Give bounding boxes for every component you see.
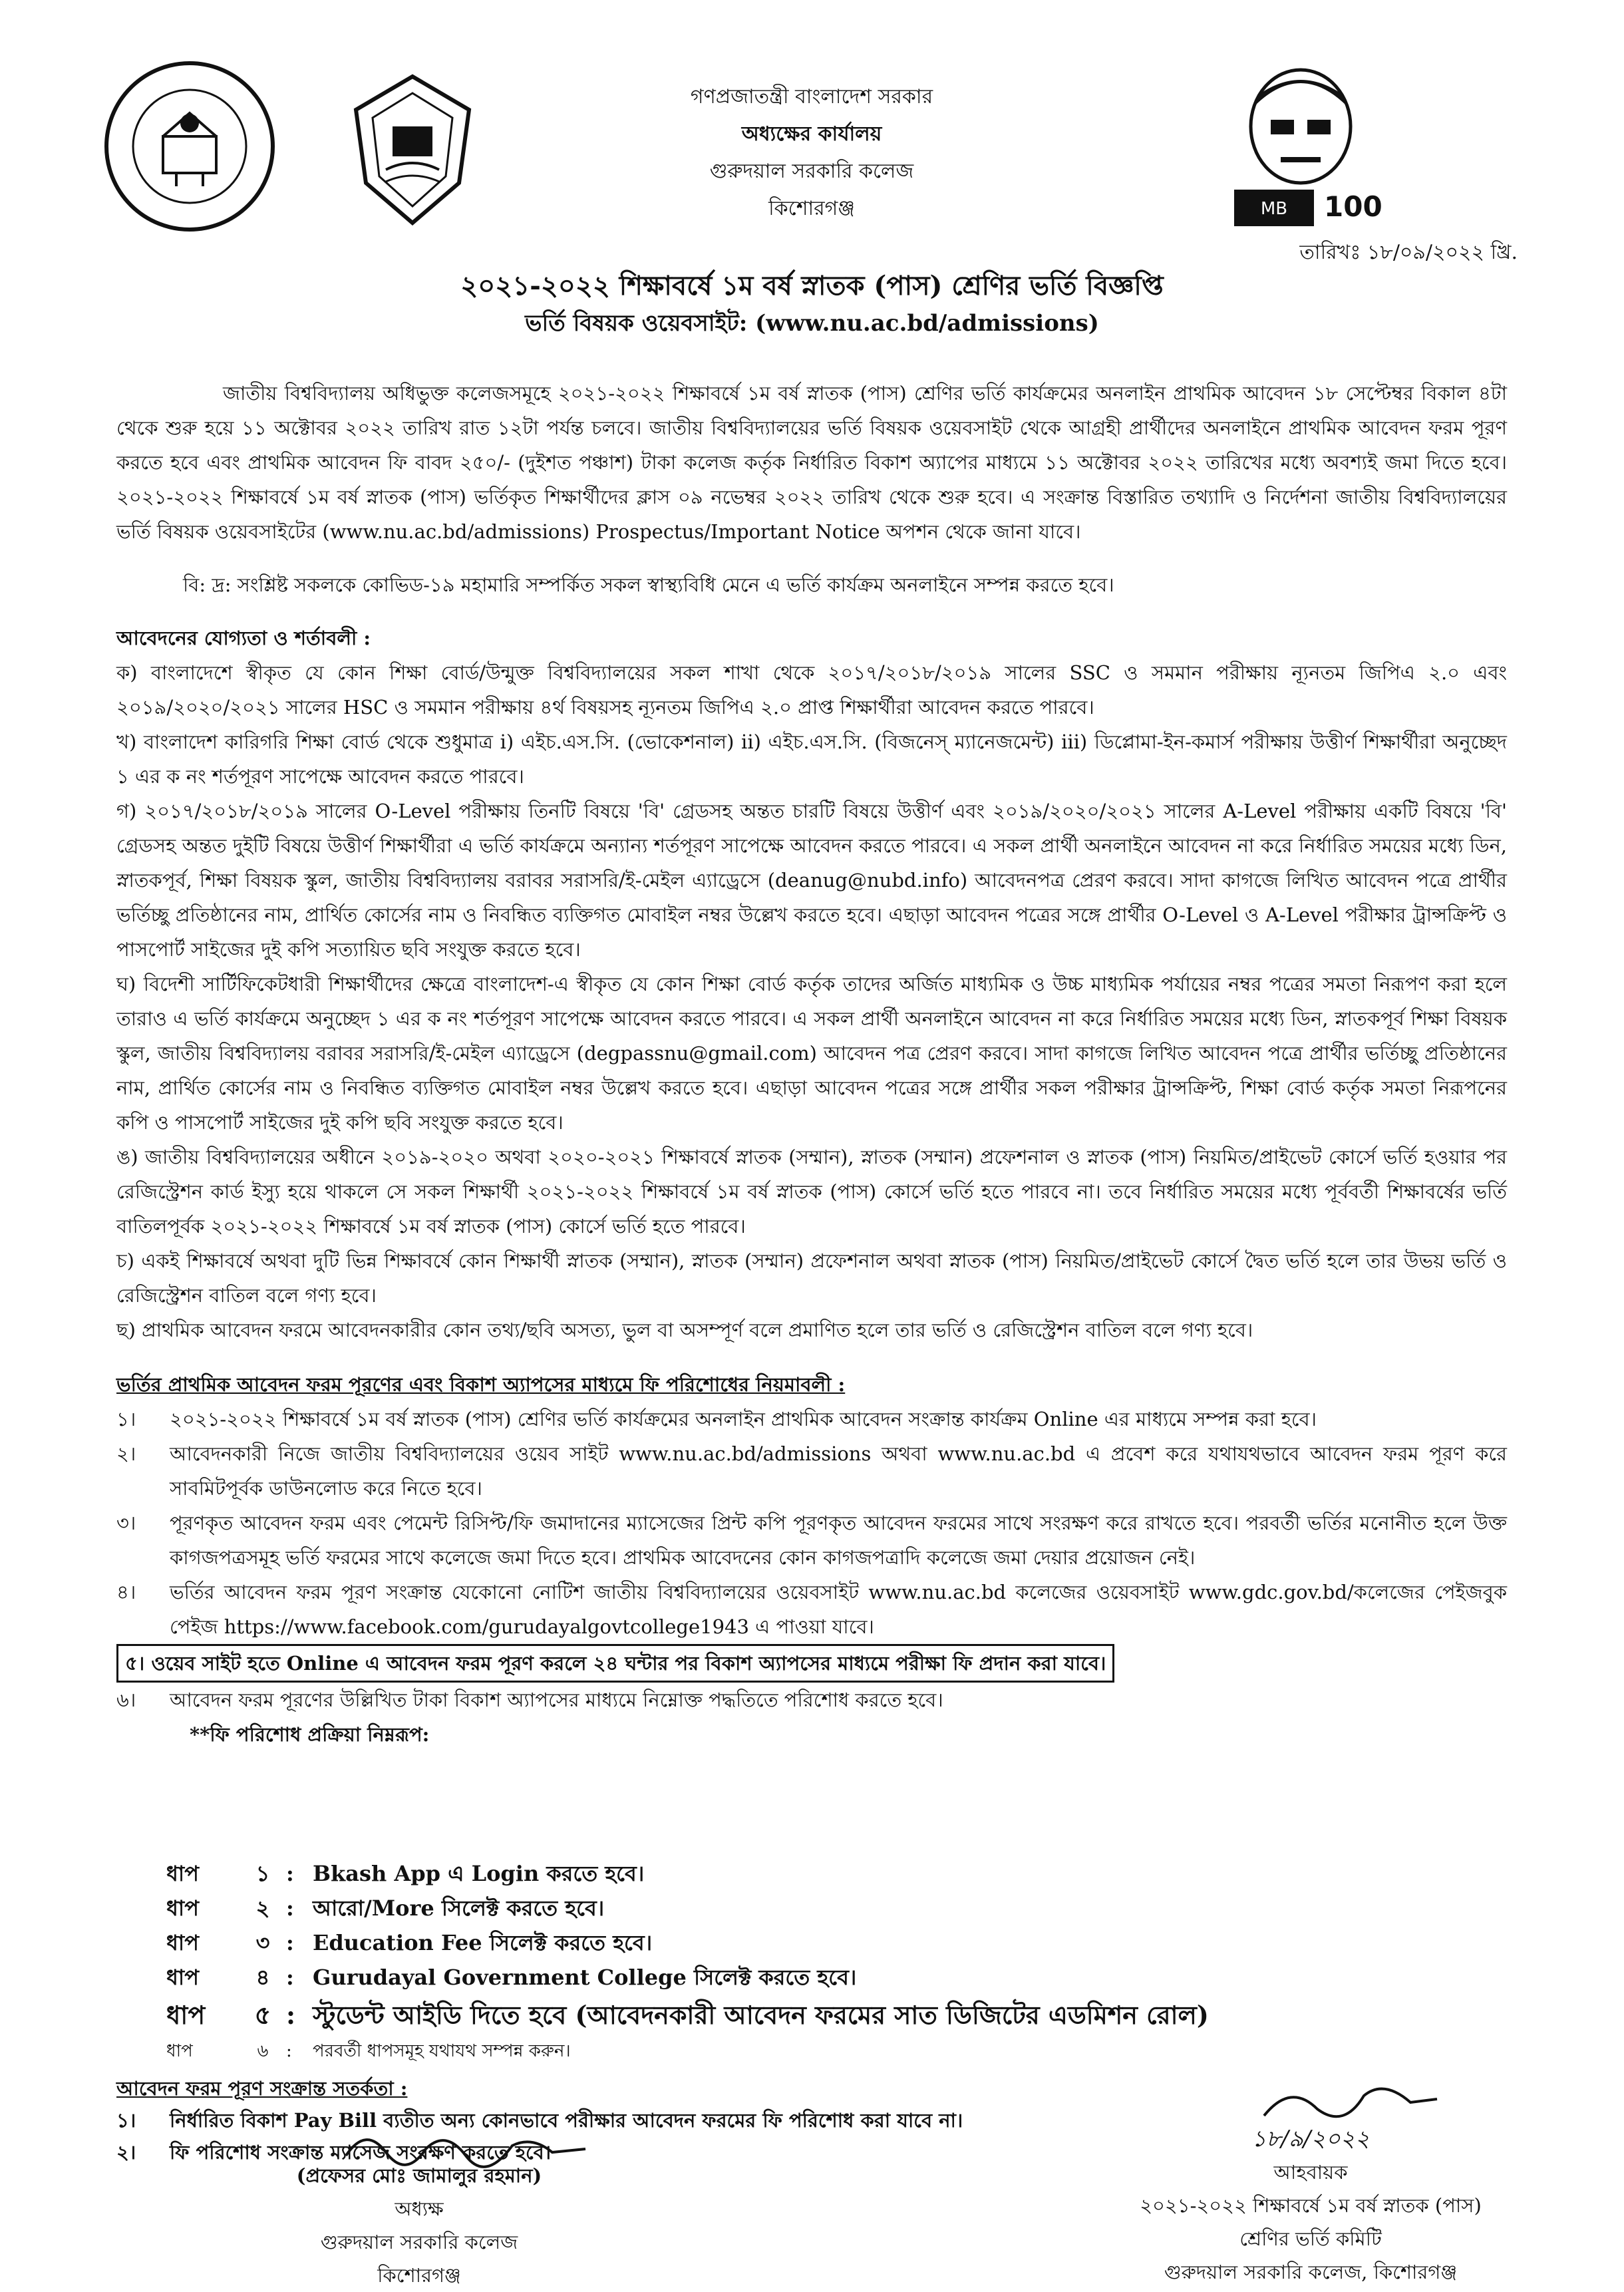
principal-signature <box>200 2159 639 2292</box>
rule-text: আবেদন ফরম পূরণের উল্লিখিত টাকা বিকাশ অ্যাপসের মাধ্যমে নিম্নোক্ত পদ্ধতিতে পরিশোধ করতে হবে। <box>170 1689 943 1711</box>
notice-title: ২০২১-২০২২ শিক্ষাবর্ষে ১ম বর্ষ স্নাতক (পাস) শ্রেণির ভর্তি বিজ্ঞপ্তি <box>460 270 1164 301</box>
payment-step: ধাপ ৩ : Education Fee সিলেক্ট করতে হবে। <box>166 1925 1209 1960</box>
highlighted-rule <box>116 1644 1114 1683</box>
committee-line1: ২০২১-২০২২ শিক্ষাবর্ষে ১ম বর্ষ স্নাতক (পাস) <box>1140 2194 1482 2217</box>
caution-text: ফি পরিশোধ সংক্রান্ত ম্যাসেজ সংরক্ষণ করতে হবে। <box>170 2141 552 2164</box>
payment-step: ধাপ ৬ : পরবর্তী ধাপসমূহ যথাযথ সম্পন্ন করুন। <box>166 2036 1209 2066</box>
caution-number: ২। <box>116 2141 136 2164</box>
step-label: ধাপ <box>166 1895 199 1921</box>
step-label: ধাপ <box>166 2000 206 2030</box>
caution-text: নির্ধারিত বিকাশ Pay Bill ব্যতীত অন্য কোনভাবে পরীক্ষার আবেদন ফরমের ফি পরিশোধ করা যাবে না। <box>170 2109 963 2132</box>
rules-heading: ভর্তির প্রাথমিক আবেদন ফরম পূরণের এবং বিকাশ অ্যাপসের মাধ্যমে ফি পরিশোধের নিয়মাবলী : <box>116 1373 846 1396</box>
rule-number: ১। <box>116 1408 136 1430</box>
convener-signed-date: ১৮/৯/২০২২ <box>1251 2126 1370 2152</box>
covid-note: বি: দ্র: সংশ্লিষ্ট সকলকে কোভিড-১৯ মহামারি সম্পর্কিত সকল স্বাস্থ্যবিধি মেনে এ ভর্তি কার্যক্রম অনলাইনে সম্পন্ন করতে হবে। <box>183 573 1114 596</box>
eligibility-item: গ) ২০১৭/২০১৮/২০১৯ সালের O-Level পরীক্ষায় তিনটি বিষয়ে 'বি' গ্রেডসহ অন্তত চারটি বিষয়ে উত্তীর্ণ এবং ২০১৯/২০২০/২০২১ সালের A-Level পরীক্ষায় একটি বিষয়ে 'বি' গ্রেডসহ অন্তত দুইটি বিষয়ে উত্তীর্ণ শিক্ষার্থীরা এ ভর্তি কার্যক্রমে অন্যান্য শর্তপূরণ সাপেক্ষে আবেদন করতে পারবে। এ সকল প্রার্থী অনলাইনে আবেদন না করে নির্ধারিত সময়ের মধ্যে ডিন, স্নাতকপূর্ব, শিক্ষা বিষয়ক স্কুল, জাতীয় বিশ্ববিদ্যালয় বরাবর সরাসরি/ই-মেইল এ্যাড্রেসে (deanug@nubd.info) আবেদনপত্র প্রেরণ করবে। সাদা কাগজে লিখিত আবেদন পত্রে প্রার্থীর ভর্তিচ্ছু প্রতিষ্ঠানের নাম, প্রার্থিত কোর্সের নাম ও নিবন্ধিত ব্যক্তিগত মোবাইল নম্বর উল্লেখ করতে হবে। এছাড়া আবেদন পত্রের সঙ্গে প্রার্থীর O-Level ও A-Level পরীক্ষার ট্রান্সক্রিপ্ট ও পাসপোর্ট সাইজের দুই কপি সত্যায়িত ছবি সংযুক্ত করতে হবে। <box>116 800 1507 961</box>
rule-item <box>116 1402 1507 1436</box>
step-text: স্টুডেন্ট আইডি দিতে হবে (আবেদনকারী আবেদন ফরমের সাত ডিজিটের এডমিশন রোল) <box>313 2000 1209 2030</box>
eligibility-item: ঙ) জাতীয় বিশ্ববিদ্যালয়ের অধীনে ২০১৯-২০২০ অথবা ২০২০-২০২১ শিক্ষাবর্ষে স্নাতক (সম্মান), স্নাতক (সম্মান) প্রফেশনাল ও স্নাতক (পাস) নিয়মিত/প্রাইভেট কোর্সে ভর্তি হওয়ার পর রেজিস্ট্রেশন কার্ড ইস্যু হয়ে থাকলে সে সকল শিক্ষার্থী ২০২১-২০২২ শিক্ষাবর্ষে ১ম বর্ষ স্নাতক (পাস) কোর্সে ভর্তি হতে পারবে না। তবে নির্ধারিত সময়ের মধ্যে পূর্ববর্তী শিক্ষাবর্ষের ভর্তি বাতিলপূর্বক ২০২১-২০২২ শিক্ষাবর্ষে ১ম বর্ষ স্নাতক (পাস) কোর্সে ভর্তি হতে পারবে। <box>116 1146 1507 1237</box>
step-number: ৫ <box>254 2000 271 2030</box>
college-name: গুরুদয়াল সরকারি কলেজ <box>709 160 914 183</box>
caution-number: ১। <box>116 2109 136 2132</box>
rule-number: ২। <box>116 1442 136 1465</box>
step-label: ধাপ <box>166 1930 199 1955</box>
rule-number: ৬। <box>116 1689 136 1711</box>
step-number: ১ <box>255 1861 270 1886</box>
svg-text:MB: MB <box>1260 199 1288 219</box>
eligibility-item: খ) বাংলাদেশ কারিগরি শিক্ষা বোর্ড থেকে শুধুমাত্র i) এইচ.এস.সি. (ভোকেশনাল) ii) এইচ.এস.সি. (বিজনেস্ ম্যানেজমেন্ট) iii) ডিপ্লোমা-ইন-কমার্স পরীক্ষায় উত্তীর্ণ শিক্ষার্থীরা অনুচ্ছেদ ১ এর ক নং শর্তপূরণ সাপেক্ষে আবেদন করতে পারবে। <box>116 731 1507 788</box>
admission-website: ভর্তি বিষয়ক ওয়েবসাইট: (www.nu.ac.bd/admissions) <box>525 310 1099 337</box>
principal-college: গুরুদয়াল সরকারি কলেজ <box>320 2231 518 2253</box>
office-name: অধ্যক্ষের কার্যালয় <box>741 122 882 146</box>
rule-item <box>116 1506 1507 1575</box>
rule-text: আবেদনকারী নিজে জাতীয় বিশ্ববিদ্যালয়ের ওয়েব সাইট www.nu.ac.bd/admissions অথবা www.nu.ac.bd এ প্রবেশ করে যথাযথভাবে আবেদন ফরম পূরণ করে সাবমিটপূর্বক ডাউনলোড করে নিতে হবে। <box>170 1442 1507 1500</box>
convener-title: আহবায়ক <box>1273 2161 1348 2184</box>
payment-process-heading: **ফি পরিশোধ প্রক্রিয়া নিম্নরূপ: <box>190 1723 430 1746</box>
eligibility-item: ঘ) বিদেশী সার্টিফিকেটধারী শিক্ষার্থীদের ক্ষেত্রে বাংলাদেশ-এ স্বীকৃত যে কোন শিক্ষা বোর্ড কর্তৃক তাদের অর্জিত মাধ্যমিক ও উচ্চ মাধ্যমিক পর্যায়ের নম্বর পত্রের সমতা নিরূপণ করা হলে তারাও এ ভর্তি কার্যক্রমে অনুচ্ছেদ ১ এর ক নং শর্তপূরণ সাপেক্ষে আবেদন করতে পারবে। এ সকল প্রার্থী অনলাইনে আবেদন না করে নির্ধারিত সময়ের মধ্যে ডিন, স্নাতকপূর্ব শিক্ষা বিষয়ক স্কুল, জাতীয় বিশ্ববিদ্যালয় বরাবর সরাসরি/ই-মেইল এ্যাড্রেসে (degpassnu@gmail.com) আবেদন পত্র প্রেরণ করবে। সাদা কাগজে লিখিত আবেদন পত্রে প্রার্থীর ভর্তিচ্ছু প্রতিষ্ঠানের নাম, প্রার্থিত কোর্সের নাম ও নিবন্ধিত ব্যক্তিগত মোবাইল নম্বর উল্লেখ করতে হবে। এছাড়া আবেদন পত্রের সঙ্গে প্রার্থীর সকল পরীক্ষার ট্রান্সক্রিপ্ট, শিক্ষা বোর্ড কর্তৃক সমতা নিরূপনের কপি ও পাসপোর্ট সাইজের দুই কপি ছবি সংযুক্ত করতে হবে। <box>116 973 1507 1134</box>
principal-place: কিশোরগঞ্জ <box>377 2264 461 2287</box>
svg-text:100: 100 <box>1324 190 1382 223</box>
payment-step: ধাপ ৪ : Gurudayal Government College সিলেক্ট করতে হবে। <box>166 1960 1209 1995</box>
step-label: ধাপ <box>166 1861 199 1886</box>
committee-line2: শ্রেণির ভর্তি কমিটি <box>1239 2227 1382 2250</box>
eligibility-item: ছ) প্রাথমিক আবেদন ফরমে আবেদনকারীর কোন তথ্য/ছবি অসত্য, ভুল বা অসম্পূর্ণ বলে প্রমাণিত হলে তার ভর্তি ও রেজিস্ট্রেশন বাতিল বলে গণ্য হবে। <box>116 1319 1253 1341</box>
intro-paragraph: জাতীয় বিশ্ববিদ্যালয় অধিভুক্ত কলেজসমূহে ২০২১-২০২২ শিক্ষাবর্ষে ১ম বর্ষ স্নাতক (পাস) শ্রেণির ভর্তি কার্যক্রমের অনলাইন প্রাথমিক আবেদন ১৮ সেপ্টেম্বর বিকাল ৪টা থেকে শুরু হয়ে ১১ অক্টোবর ২০২২ তারিখ রাত ১২টা পর্যন্ত চলবে। জাতীয় বিশ্ববিদ্যালয়ের ভর্তি বিষয়ক ওয়েবসাইট থেকে আগ্রহী প্রার্থীদের অনলাইনে প্রাথমিক আবেদন ফরম পূরণ করতে হবে এবং প্রাথমিক আবেদন ফি বাবদ ২৫০/- (দুইশত পঞ্চাশ) টাকা কলেজ কর্তৃক নির্ধারিত বিকাশ অ্যাপের মাধ্যমে ১১ অক্টোবর ২০২২ তারিখের মধ্যে অবশ্যই জমা দিতে হবে। ২০২১-২০২২ শিক্ষাবর্ষে ১ম বর্ষ স্নাতক (পাস) ভর্তিকৃত শিক্ষার্থীদের ক্লাস ০৯ নভেম্বর ২০২২ তারিখ থেকে শুরু হবে। এ সংক্রান্ত বিস্তারিত তথ্যাদি ও নির্দেশনা জাতীয় বিশ্ববিদ্যালয়ের ভর্তি বিষয়ক ওয়েবসাইটের (www.nu.ac.bd/admissions) Prospectus/Important Notice অপশন থেকে জানা যাবে। <box>116 382 1507 543</box>
notice-date: তারিখঃ ১৮/০৯/২০২২ খ্রি. <box>1299 241 1518 264</box>
rule-text: ২০২১-২০২২ শিক্ষাবর্ষে ১ম বর্ষ স্নাতক (পাস) শ্রেণির ভর্তি কার্যক্রমের অনলাইন প্রাথমিক আবেদন সংক্রান্ত কার্যক্রম Online এর মাধ্যমে সম্পন্ন করা হবে। <box>170 1408 1317 1430</box>
payment-step-emphasized: ধাপ ৫ : স্টুডেন্ট আইডি দিতে হবে (আবেদনকারী আবেদন ফরমের সাত ডিজিটের এডমিশন রোল) <box>166 1995 1209 2036</box>
step-text: Gurudayal Government College সিলেক্ট করতে হবে। <box>313 1965 857 1990</box>
rule-number: ৪। <box>116 1581 136 1603</box>
rule-text: ওয়েব সাইট হতে Online এ আবেদন ফরম পূরণ করলে ২৪ ঘন্টার পর বিকাশ অ্যাপসের মাধ্যমে পরীক্ষা ফি প্রদান করা যাবে। <box>151 1652 1106 1675</box>
eligibility-item: ক) বাংলাদেশে স্বীকৃত যে কোন শিক্ষা বোর্ড/উন্মুক্ত বিশ্ববিদ্যালয়ের সকল শাখা থেকে ২০১৭/২০১৮/২০১৯ সালের SSC ও সমমান পরীক্ষায় ন্যূনতম জিপিএ ২.০ এবং ২০১৯/২০২০/২০২১ সালের HSC ও সমমান পরীক্ষায় ৪র্থ বিষয়সহ ন্যূনতম জিপিএ ২.০ প্রাপ্ত শিক্ষার্থীরা আবেদন করতে পারবে। <box>116 661 1507 719</box>
mujib-borsho-logo <box>1208 67 1427 233</box>
step-text: আরো/More সিলেক্ট করতে হবে। <box>313 1895 605 1921</box>
notice-body <box>116 376 1507 1752</box>
step-number: ৪ <box>255 1965 270 1990</box>
step-text: Education Fee সিলেক্ট করতে হবে। <box>313 1930 653 1955</box>
office-header <box>599 79 1025 228</box>
rule-text: পূরণকৃত আবেদন ফরম এবং পেমেন্ট রিসিপ্ট/ফি জমাদানের ম্যাসেজের প্রিন্ট কপি পূরণকৃত আবেদন ফরমের সাথে সংরক্ষণ করে রাখতে হবে। পরবর্তী ভর্তির মনোনীত হলে উক্ত কাগজপত্রসমূহ ভর্তি ফরমের সাথে কলেজে জমা দিতে হবে। প্রাথমিক আবেদনের কোন কাগজপত্রাদি কলেজে জমা দেয়ার প্রয়োজন নেই। <box>170 1512 1507 1569</box>
rule-item <box>116 1575 1507 1644</box>
step-number: ৬ <box>257 2041 269 2061</box>
rule-item-boxed <box>116 1644 1507 1683</box>
caution-heading: আবেদন ফরম পূরণ সংক্রান্ত সতর্কতা : <box>116 2077 408 2100</box>
rule-item <box>116 1683 1507 1717</box>
step-text: পরবর্তী ধাপসমূহ যথাযথ সম্পন্ন করুন। <box>313 2041 571 2061</box>
eligibility-heading: আবেদনের যোগ্যতা ও শর্তাবলী : <box>116 627 371 649</box>
rule-number: ৫। <box>125 1652 145 1675</box>
payment-step: ধাপ ২ : আরো/More সিলেক্ট করতে হবে। <box>166 1891 1209 1925</box>
govt-slogan-logo <box>100 57 279 236</box>
step-label: ধাপ <box>166 2041 193 2061</box>
convener-signature <box>1071 2122 1550 2289</box>
college-crest-logo <box>346 70 479 230</box>
step-number: ৩ <box>255 1930 270 1955</box>
payment-step: ধাপ ১ : Bkash App এ Login করতে হবে। <box>166 1856 1209 1891</box>
college-location: কিশোরগঞ্জ <box>768 197 855 220</box>
rule-number: ৩। <box>116 1512 136 1534</box>
govt-name: গণপ্রজাতন্ত্রী বাংলাদেশ সরকার <box>690 85 933 108</box>
rule-text: ভর্তির আবেদন ফরম পূরণ সংক্রান্ত যেকোনো নোটিশ জাতীয় বিশ্ববিদ্যালয়ের ওয়েবসাইট www.nu.ac.bd কলেজের ওয়েবসাইট www.gdc.gov.bd/কলেজের পেইজবুক পেইজ https://www.facebook.com/gurudayalgovtcollege1943 এ পাওয়া যাবে। <box>170 1581 1507 1638</box>
step-label: ধাপ <box>166 1965 199 1990</box>
payment-steps <box>166 1856 1209 2066</box>
principal-designation: অধ্যক্ষ <box>395 2198 444 2220</box>
committee-line3: গুরুদয়াল সরকারি কলেজ, কিশোরগঞ্জ <box>1164 2261 1458 2283</box>
eligibility-item: চ) একই শিক্ষাবর্ষে অথবা দুটি ভিন্ন শিক্ষাবর্ষে কোন শিক্ষার্থী স্নাতক (সম্মান), স্নাতক (সম্মান) প্রফেশনাল অথবা স্নাতক (পাস) নিয়মিত/প্রাইভেট কোর্সে দ্বৈত ভর্তি হলে তার উভয় ভর্তি ও রেজিস্ট্রেশন বাতিল বলে গণ্য হবে। <box>116 1249 1507 1307</box>
principal-name: (প্রফেসর মোঃ জামালুর রহমান) <box>296 2164 542 2187</box>
step-text: Bkash App এ Login করতে হবে। <box>313 1861 645 1886</box>
rule-item <box>116 1436 1507 1506</box>
step-number: ২ <box>255 1895 270 1921</box>
